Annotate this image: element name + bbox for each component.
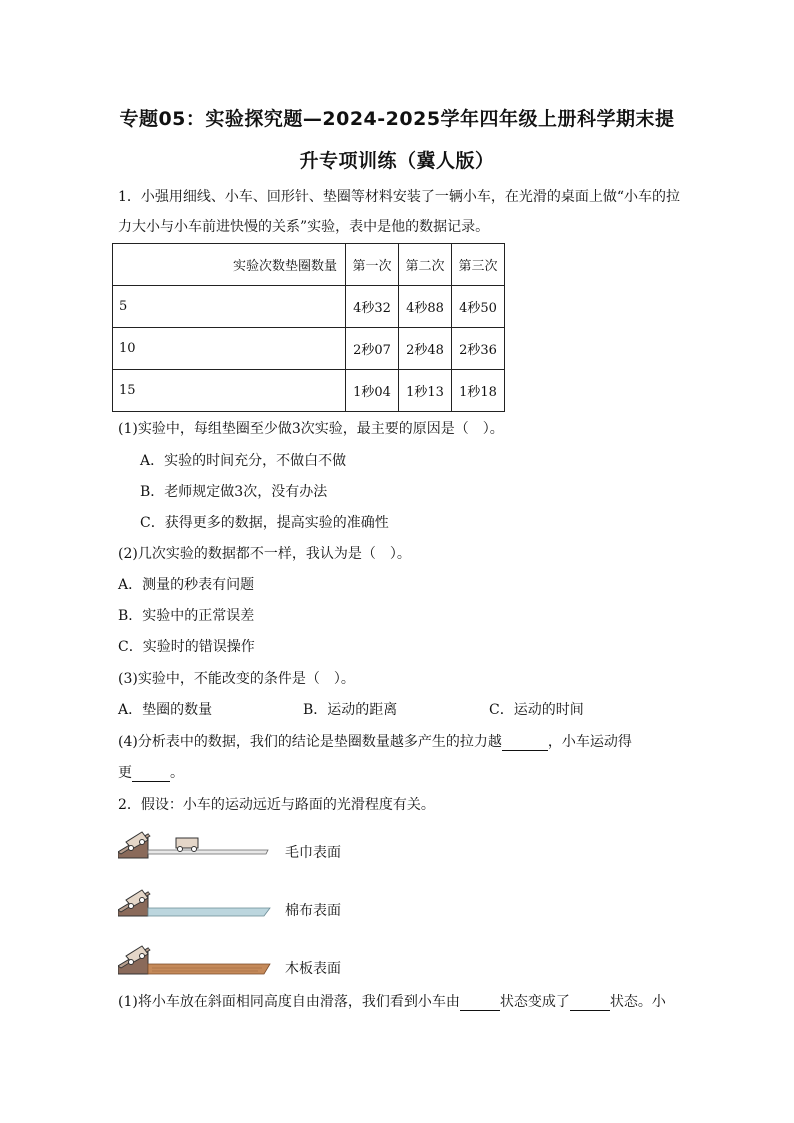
figure-label-towel: 毛巾表面 — [285, 845, 341, 861]
q1-sub4-text: 。 — [170, 765, 184, 781]
q2-sub1-text: 状态。小 — [609, 994, 666, 1010]
q1-sub3-option-a: A．垫圈的数量 — [118, 702, 213, 718]
table-header-cell: 实验次数垫圈数量 — [113, 244, 346, 286]
q1-sub4-line1 — [118, 731, 632, 751]
table-header-cell: 第二次 — [399, 244, 452, 286]
table-cell: 2秒36 — [452, 328, 505, 370]
q1-sub4-line2 — [118, 762, 184, 782]
document-title-line1: 专题05：实验探究题—2024-2025学年四年级上册科学期末提 — [119, 108, 675, 130]
q2-sub1-text: 状态变成了 — [499, 994, 570, 1010]
data-table — [112, 243, 505, 412]
table-cell: 4秒32 — [346, 286, 399, 328]
surface-towel — [148, 850, 268, 854]
table-cell: 2秒07 — [346, 328, 399, 370]
table-cell: 2秒48 — [399, 328, 452, 370]
q1-sub4-text: (4)分析表中的数据，我们的结论是垫圈数量越多产生的拉力越 — [118, 734, 502, 750]
surface-wood — [148, 964, 270, 974]
table-header-cell: 第一次 — [346, 244, 399, 286]
q1-stem-line1: 1．小强用细线、小车、回形针、垫圈等材料安装了一辆小车，在光滑的桌面上做“小车的拉 — [118, 189, 681, 205]
q1-stem-line2: 力大小与小车前进快慢的关系”实验，表中是他的数据记录。 — [118, 219, 490, 235]
ramp-cotton-figure — [118, 884, 278, 920]
table-row — [113, 370, 505, 412]
figure-label-cotton: 棉布表面 — [285, 903, 341, 919]
q1-sub1-option-a: A．实验的时间充分，不做白不做 — [140, 453, 347, 469]
q1-sub2-option-b: B．实验中的正常误差 — [118, 608, 255, 624]
q2-sub1-text: (1)将小车放在斜面相同高度自由滑落，我们看到小车由 — [118, 994, 460, 1010]
table-row — [113, 328, 505, 370]
q2-sub1-line — [118, 991, 666, 1011]
q1-sub4-text: 更 — [118, 765, 132, 781]
q1-sub1-option-c: C．获得更多的数据，提高实验的准确性 — [140, 515, 389, 531]
table-header-cell: 第三次 — [452, 244, 505, 286]
table-cell: 1秒04 — [346, 370, 399, 412]
q1-sub1-stem: (1)实验中，每组垫圈至少做3次实验，最主要的原因是（ ）。 — [118, 421, 504, 437]
ramp-wood-figure — [118, 940, 278, 976]
q1-sub2-option-a: A．测量的秒表有问题 — [118, 577, 255, 593]
table-cell: 1秒18 — [452, 370, 505, 412]
answer-blank[interactable] — [132, 765, 170, 782]
cart-icon — [176, 838, 198, 852]
table-cell: 4秒50 — [452, 286, 505, 328]
table-cell: 4秒88 — [399, 286, 452, 328]
document-title-line2: 升专项训练（冀人版） — [299, 150, 495, 172]
q1-sub1-option-b: B．老师规定做3次，没有办法 — [140, 484, 328, 500]
q1-sub3-option-c: C．运动的时间 — [489, 702, 584, 718]
q2-stem: 2．假设：小车的运动远近与路面的光滑程度有关。 — [118, 797, 435, 813]
q1-sub4-text: ，小车运动得 — [547, 734, 632, 750]
answer-blank[interactable] — [502, 734, 548, 751]
table-row — [113, 286, 505, 328]
table-cell: 15 — [113, 370, 346, 412]
q1-sub3-option-b: B．运动的距离 — [303, 702, 398, 718]
q1-sub3-stem: (3)实验中，不能改变的条件是（ ）。 — [118, 671, 355, 687]
answer-blank[interactable] — [460, 994, 500, 1011]
surface-cotton — [148, 908, 270, 916]
table-cell: 5 — [113, 286, 346, 328]
table-cell: 10 — [113, 328, 346, 370]
ramp-towel-figure — [118, 826, 278, 862]
answer-blank[interactable] — [570, 994, 610, 1011]
table-header-row — [113, 244, 505, 286]
table-cell: 1秒13 — [399, 370, 452, 412]
figure-label-wood: 木板表面 — [285, 961, 341, 977]
q1-sub2-stem: (2)几次实验的数据都不一样，我认为是（ ）。 — [118, 546, 411, 562]
q1-sub2-option-c: C．实验时的错误操作 — [118, 639, 255, 655]
